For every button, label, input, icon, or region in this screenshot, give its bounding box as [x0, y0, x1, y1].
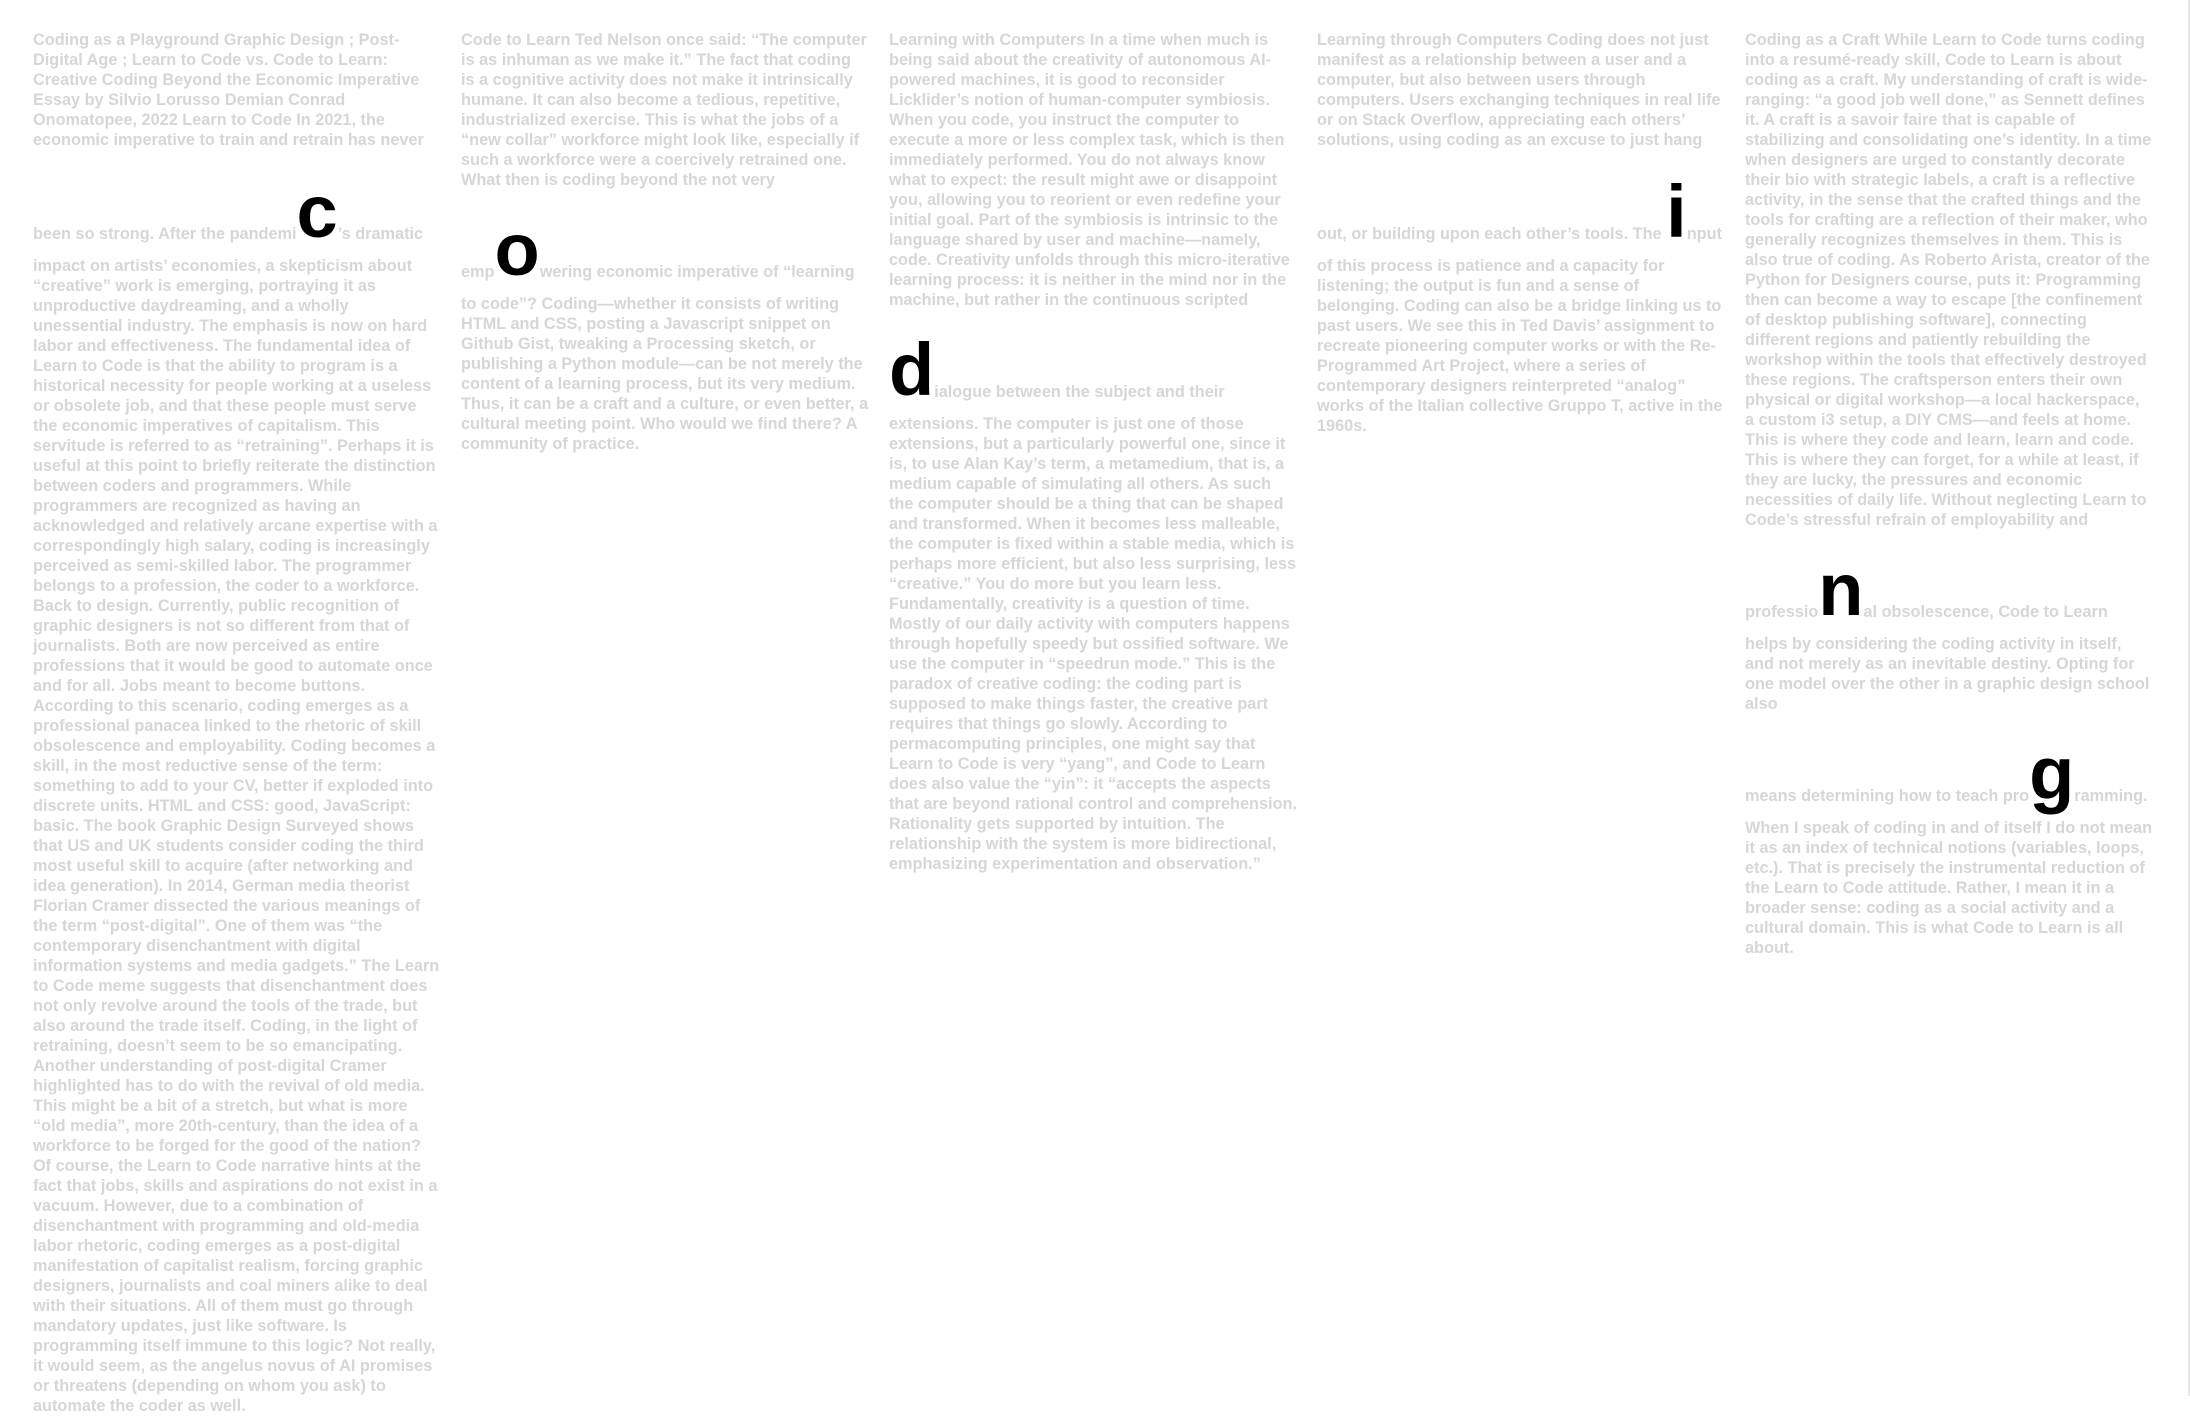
essay-paragraph: helps by considering the coding activity in itself, and not merely as an inevitable destiny. Opting for one model over the other in a graphic design school also — [1745, 635, 2150, 713]
essay-paragraph: Coding as a Craft While Learn to Code turns coding into a resumé-ready skill, Code to Learn is about coding as a craft. My understanding of craft is wide-ranging: “a good job well done,” as Sennett defines it. A craft is a savoir faire that is capable of stabilizing and consolidating one’s identity. In a time when designers are urged to constantly decorate their bio with strategic labels, a craft is a reflective activity, in the sense that the crafted things and the tools for crafting are a reflection of their maker, who generally recognizes themselves in them. This is also true of coding. As Roberto Arista, creator of the Python for Designers course, puts it: Programming then can become a way to escape [the confinement of desktop publishing software], connecting different regions and patiently rebuilding the workshop within the tools that effectively destroyed these regions. The craftsperson enters their own physical or digital workshop—a local hackerspace, a custom i3 setup, a DIY CMS—and feels at home. This is where they code and learn, learn and code. This is where they can forget, for a while at least, if they are lucky, the pressures and economic necessities of daily life. Without neglecting Learn to Code’s stressful refrain of employability and — [1745, 31, 2152, 529]
line-text-after: al obsolescence, Code to Learn — [1863, 603, 2108, 621]
accent-letter-g: g — [2029, 732, 2075, 815]
essay-paragraph: When I speak of coding in and of itself I do not mean it as an index of technical notions (variables, loops, etc.). That is precisely the instrumental reduction of the Learn to Code attitude. Rather, I mean it in a broader sense: coding as a social activity and a cultural domain. This is what Code to Learn is all about. — [1745, 819, 2153, 957]
essay-paragraph: of this process is patience and a capacity for listening; the output is fun and a sense of belonging. Coding can also be a bridge linking us to past users. We see this in Ted Davis’ assignment to recreate pioneering computer works or with the Re-Programmed Art Project, where a series of contemporary designers reinterpreted “analog” works of the Italian collective Gruppo T, active in the 1960s. — [1317, 257, 1723, 435]
accent-letter-n: n — [1818, 548, 1864, 631]
line-text-after: nput — [1686, 225, 1722, 243]
line-text-before: out, or building upon each other’s tools. The — [1317, 225, 1667, 243]
line-text-before: professio — [1745, 603, 1819, 621]
line-text-before: been so strong. After the pandemi — [33, 225, 297, 243]
essay-line-with-letter — [461, 208, 869, 291]
essay-line-with-letter — [889, 328, 1297, 411]
essay-line-with-letter — [1745, 732, 2153, 815]
accent-letter-i: i — [1666, 170, 1687, 253]
essay-column-3 — [889, 30, 1297, 874]
line-text-after: ialogue between the subject and their — [934, 383, 1225, 401]
essay-paragraph: to code”? Coding—whether it consists of writing HTML and CSS, posting a Javascript snippet on Github Gist, tweaking a Processing sketch, or publishing a Python module—can be not merely the content of a learning process, but its very medium. Thus, it can be a craft and a culture, or even better, a cultural meeting point. Who would we find there? A community of practice. — [461, 295, 869, 453]
essay-column-5 — [1745, 30, 2153, 958]
essay-column-4 — [1317, 30, 1725, 436]
essay-column-1 — [33, 30, 441, 1416]
accent-letter-o: o — [494, 208, 540, 291]
essay-paragraph: Learning through Computers Coding does not just manifest as a relationship between a user and a computer, but also between users through computers. Users exchanging techniques in real life or on Stack Overflow, appreciating each others’ solutions, using coding as an excuse to just hang — [1317, 31, 1721, 149]
accent-letter-d: d — [889, 328, 935, 411]
line-text-after: wering economic imperative of “learning — [539, 263, 855, 281]
essay-paragraph: extensions. The computer is just one of those extensions, but a particularly powerful one, since it is, to use Alan Kay’s term, a metamedium, that is, a medium capable of simulating all others. As such the computer should be a thing that can be shaped and transformed. When it becomes less malleable, the computer is fixed within a stable media, which is perhaps more efficient, but also less surprising, less “creative.” You do more but you learn less. Fundamentally, creativity is a question of time. Mostly of our daily activity with computers happens through hopefully speedy but ossified software. We use the computer in “speedrun mode.” This is the paradox of creative coding: the coding part is supposed to make things faster, the creative part requires that things go slowly. According to permacomputing principles, one might say that Learn to Code is very “yang”, and Code to Learn does also value the “yin”: it “accepts the aspects that are beyond rational control and comprehension. Rationality gets supported by intuition. The relationship with the system is more bidirectional, emphasizing experimentation and observation.” — [889, 415, 1297, 873]
essay-line-with-letter — [33, 170, 441, 253]
line-text-before: means determining how to teach pro — [1745, 787, 2030, 805]
essay-paragraph: Code to Learn Ted Nelson once said: “The computer is as inhuman as we make it.” The fact that coding is a cognitive activity does not make it intrinsically humane. It can also become a tedious, repetitive, industrialized exercise. This is what the jobs of a “new collar” workforce might look like, especially if such a workforce were a coercively retrained one. What then is coding beyond the not very — [461, 31, 867, 189]
essay-line-with-letter — [1317, 170, 1725, 253]
essay-paragraph: Learning with Computers In a time when much is being said about the creativity of autonomous AI-powered machines, it is good to reconsider Licklider’s notion of human-computer symbiosis. When you code, you instruct the computer to execute a more or less complex task, which is then immediately performed. You do not always know what to expect: the result might awe or disappoint you, allowing you to reorient or even redefine your initial goal. Part of the symbiosis is intrinsic to the language shared by user and machine—namely, code. Creativity unfolds through this micro-iterative learning process: it is neither in the mind nor in the machine, but rather in the continuous scripted — [889, 31, 1290, 309]
essay-line-with-letter — [1745, 548, 2153, 631]
essay-paragraph: impact on artists’ economies, a skepticism about “creative” work is emerging, portraying it as unproductive daydreaming, and a wholly unessential industry. The emphasis is now on hard labor and effectiveness. The fundamental idea of Learn to Code is that the ability to program is a historical necessity for people working at a useless or obsolete job, and that these people must serve the economic imperatives of capitalism. This servitude is referred to as “retraining”. Perhaps it is useful at this point to briefly reiterate the distinction between coders and programmers. While programmers are recognized as having an acknowledged and relatively arcane expertise with a correspondingly high salary, coding is increasingly perceived as semi-skilled labor. The programmer belongs to a profession, the coder to a workforce. Back to design. Currently, public recognition of graphic designers is not so different from that of journalists. Both are now perceived as entire professions that it would be good to automate once and for all. Jobs meant to become buttons. According to this scenario, coding emerges as a professional panacea linked to the rhetoric of skill obsolescence and employability. Coding becomes a skill, in the most reductive sense of the term: something to add to your CV, better if exploded into discrete units. HTML and CSS: good, JavaScript: basic. The book Graphic Design Surveyed shows that US and UK students consider coding the third most useful skill to acquire (after networking and idea generation). In 2014, German media theorist Florian Cramer dissected the various meanings of the term “post-digital”. One of them was “the contemporary disenchantment with digital information systems and media gadgets.” The Learn to Code meme suggests that disenchantment does not only revolve around the tools of the trade, but also around the trade itself. Coding, in the light of retraining, doesn’t seem to be so emancipating. Another understanding of post-digital Cramer highlighted has to do with the revival of old media. This might be a bit of a stretch, but what is more “old media”, more 20th-century, than the idea of a workforce to be forged for the good of the nation? Of course, the Learn to Code narrative hints at the fact that jobs, skills and aspirations do not exist in a vacuum. However, due to a combination of disenchantment with programming and old-media labor rhetoric, coding emerges as a post-digital manifestation of capitalist realism, forcing graphic designers, journalists and coal miners alike to deal with their situations. All of them must go through mandatory updates, just like software. Is programming itself immune to this logic? Not really, it would seem, as the angelus novus of AI promises or threatens (depending on whom you ask) to automate the coder as well. — [33, 257, 440, 1415]
line-text-after: ’s dramatic — [337, 225, 424, 243]
line-text-before: emp — [461, 263, 495, 281]
accent-letter-c: c — [296, 170, 338, 253]
essay-paragraph: Coding as a Playground Graphic Design ; Post-Digital Age ; Learn to Code vs. Code to Learn: Creative Coding Beyond the Economic Imperative Essay by Silvio Lorusso Demian Conrad Onomatopee, 2022 Learn to Code In 2021, the economic imperative to train and retrain has never — [33, 31, 424, 149]
essay-column-2 — [461, 30, 869, 454]
line-text-after: ramming. — [2074, 787, 2148, 805]
